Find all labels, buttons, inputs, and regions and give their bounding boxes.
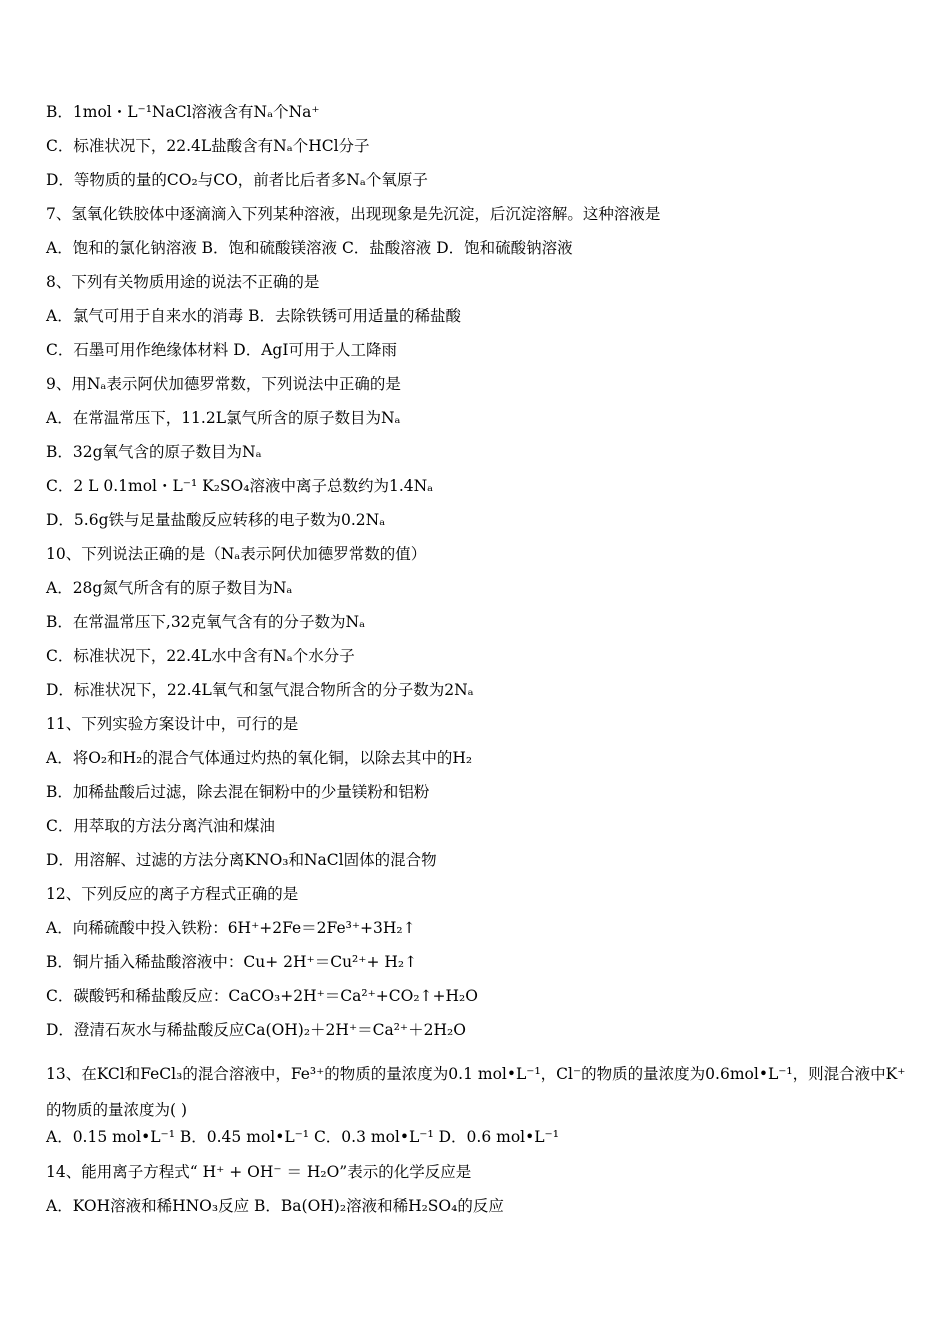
- question-11-option-c: C．用萃取的方法分离汽油和煤油: [46, 817, 275, 835]
- question-9-stem: 9、用Nₐ表示阿伏加德罗常数，下列说法中正确的是: [46, 375, 401, 393]
- question-12-option-d: D．澄清石灰水与稀盐酸反应Ca(OH)₂＋2H⁺＝Ca²⁺＋2H₂O: [46, 1021, 466, 1039]
- question-9-option-a: A．在常温常压下，11.2L氯气所含的原子数目为Nₐ: [46, 409, 401, 427]
- question-11-option-a: A．将O₂和H₂的混合气体通过灼热的氧化铜，以除去其中的H₂: [46, 749, 473, 767]
- question-9-option-d: D．5.6g铁与足量盐酸反应转移的电子数为0.2Nₐ: [46, 511, 386, 529]
- question-13-stem: 13、在KCl和FeCl₃的混合溶液中，Fe³⁺的物质的量浓度为0.1 mol•L⁻¹，Cl⁻的物质的量浓度为0.6mol•L⁻¹，则混合液中K⁺的物质的量浓度为( ): [46, 1065, 906, 1119]
- question-10-option-a: A．28g氮气所含有的原子数目为Nₐ: [46, 579, 293, 597]
- question-7-options: A．饱和的氯化钠溶液 B．饱和硫酸镁溶液 C．盐酸溶液 D．饱和硫酸钠溶液: [46, 239, 573, 257]
- question-12-option-c: C．碳酸钙和稀盐酸反应：CaCO₃+2H⁺＝Ca²⁺+CO₂↑+H₂O: [46, 987, 478, 1005]
- question-10-option-c: C．标准状况下，22.4L水中含有Nₐ个水分子: [46, 647, 355, 665]
- question-9-option-c: C．2 L 0.1mol・L⁻¹ K₂SO₄溶液中离子总数约为1.4Nₐ: [46, 477, 434, 495]
- question-6-option-d: D．等物质的量的CO₂与CO，前者比后者多Nₐ个氧原子: [46, 171, 428, 189]
- question-7-stem: 7、氢氧化铁胶体中逐滴滴入下列某种溶液，出现现象是先沉淀，后沉淀溶解。这种溶液是: [46, 205, 661, 223]
- question-11-option-d: D．用溶解、过滤的方法分离KNO₃和NaCl固体的混合物: [46, 851, 437, 869]
- question-8-options-ab: A．氯气可用于自来水的消毒 B．去除铁锈可用适量的稀盐酸: [46, 307, 462, 325]
- question-10-option-d: D．标准状况下，22.4L氧气和氢气混合物所含的分子数为2Nₐ: [46, 681, 474, 699]
- question-14-stem: 14、能用离子方程式“ H⁺ + OH⁻ ＝ H₂O”表示的化学反应是: [46, 1163, 472, 1181]
- question-11-option-b: B．加稀盐酸后过滤，除去混在铜粉中的少量镁粉和铝粉: [46, 783, 430, 801]
- question-12-option-a: A．向稀硫酸中投入铁粉：6H⁺+2Fe＝2Fe³⁺+3H₂↑: [46, 919, 416, 937]
- question-8-stem: 8、下列有关物质用途的说法不正确的是: [46, 273, 320, 291]
- question-14-options-ab: A．KOH溶液和稀HNO₃反应 B．Ba(OH)₂溶液和稀H₂SO₄的反应: [46, 1197, 504, 1215]
- question-8-options-cd: C．石墨可用作绝缘体材料 D．AgI可用于人工降雨: [46, 341, 397, 359]
- question-10-stem: 10、下列说法正确的是（Nₐ表示阿伏加德罗常数的值）: [46, 545, 427, 563]
- question-6-option-b: B．1mol・L⁻¹NaCl溶液含有Nₐ个Na⁺: [46, 103, 320, 121]
- question-12-stem: 12、下列反应的离子方程式正确的是: [46, 885, 299, 903]
- question-11-stem: 11、下列实验方案设计中，可行的是: [46, 715, 299, 733]
- question-12-option-b: B．铜片插入稀盐酸溶液中：Cu+ 2H⁺＝Cu²⁺+ H₂↑: [46, 953, 418, 971]
- question-13-options: A．0.15 mol•L⁻¹ B．0.45 mol•L⁻¹ C．0.3 mol•L⁻¹ D．0.6 mol•L⁻¹: [46, 1128, 559, 1146]
- question-6-option-c: C．标准状况下，22.4L盐酸含有Nₐ个HCl分子: [46, 137, 370, 155]
- question-10-option-b: B．在常温常压下,32克氧气含有的分子数为Nₐ: [46, 613, 366, 631]
- question-9-option-b: B．32g氧气含的原子数目为Nₐ: [46, 443, 262, 461]
